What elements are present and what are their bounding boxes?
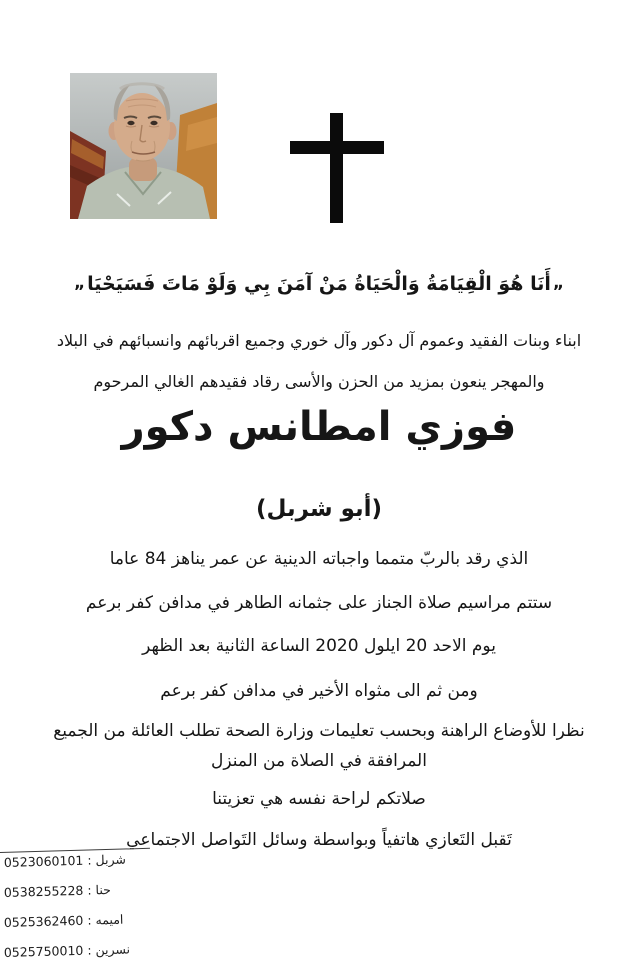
contact-phone: 0525750010 [3,942,84,960]
scripture-quote [0,273,638,295]
deceased-name: فوزي امطانس دكور [121,404,517,450]
quote-close-mark: „ [73,273,86,293]
deceased-nickname: (أبو شربل) [255,496,383,522]
announcement-line-2: والمهجر ينعون بمزيد من الحزن والأسى رقاد فقيدهم الغالي المرحوم [93,372,545,391]
cross-vertical-bar [330,113,343,223]
contact-list [4,851,146,960]
announcement-line-1: ابناء وبنات الفقيد وعموم آل دكور وآل خوري وجميع اقربائهم وانسبائهم في البلاد [56,331,582,350]
contact-name: اميمه [95,911,124,928]
contact-row [4,941,147,960]
contact-separator: : [83,852,96,868]
contact-separator: : [83,942,96,958]
contact-row [4,911,147,945]
quote-text: أَنَا هُوَ الْقِيَامَةُ وَالْحَيَاةُ مَنْ آمَنَ بِي وَلَوْ مَاتَ فَسَيَحْيَا [87,273,551,295]
quote-open-mark: „ [552,273,565,293]
burial-line: ومن ثم الى مثواه الأخير في مدافن كفر برعم [160,681,478,701]
age-line: الذي رقد بالربّ متمما واجباته الدينية عن عمر يناهز 84 عاما [109,549,529,569]
contact-phone: 0523060101 [3,852,84,870]
contact-name: حنا [95,881,112,898]
funeral-date-line: يوم الاحد 20 ايلول 2020 الساعة الثانية بعد الظهر [142,636,496,656]
cross-icon [290,113,384,223]
covid-notice-line-1: نظرا للأوضاع الراهنة وبحسب تعليمات وزارة الصحة تطلب العائلة من الجميع [53,721,585,741]
portrait-illustration [70,73,217,219]
contact-separator: : [83,912,96,928]
contact-phone: 0538255228 [3,882,84,900]
condolence-line: تَقبل التَعازي هاتفياً وبواسطة وسائل التَواصل الاجتماعي [126,830,512,850]
deceased-portrait-photo [70,73,217,219]
contact-name: نسرين [95,941,131,958]
prayer-line: صلاتكم لراحة نفسه هي تعزيتنا [212,789,426,809]
contact-phone: 0525362460 [3,912,84,930]
contact-row [4,851,147,885]
cross-horizontal-bar [290,141,384,154]
contact-separator: : [83,882,96,898]
contact-name: شربل [95,851,127,868]
contact-row [4,881,147,915]
funeral-service-line: ستتم مراسيم صلاة الجناز على جثمانه الطاهر في مدافن كفر برعم [85,593,553,613]
covid-notice-line-2: المرافقة في الصلاة من المنزل [211,751,427,771]
